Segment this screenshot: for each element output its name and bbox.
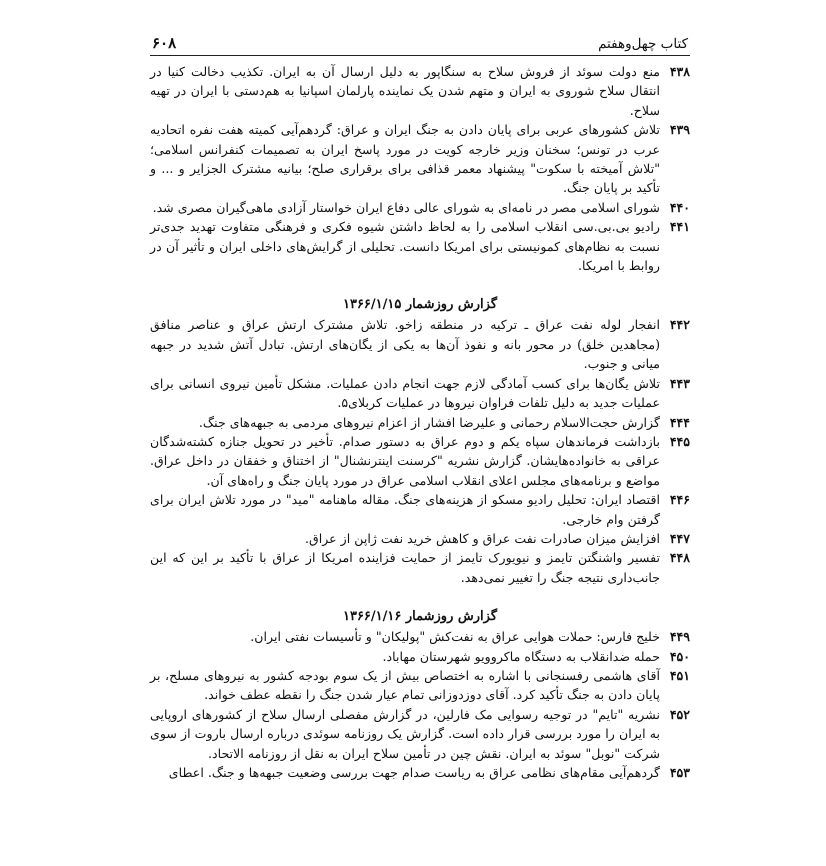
entry-number: ۴۴۵ (669, 433, 690, 449)
entry-item (150, 374, 690, 413)
entry-item (150, 120, 690, 198)
entry-text: تلاش یگان‌ها برای کسب آمادگی لازم جهت انجام دادن عملیات. مشکل تأمین نیروی انسانی برای عملیات جدید به دلیل تلفات فراوان نیروها در عملیات کربلای۵. (150, 375, 660, 411)
entry-text: بازداشت فرماندهان سپاه یکم و دوم عراق به دستور صدام. تأخیر در تحویل جنازه کشته‌شدگان عراقی به خانواده‌هایشان. گزارش نشریه "کرسنت اینترنشنال" از اختناق و خفقان در داخل عراق. مواضع و برنامه‌های مجلس اعلای انقلاب اسلامی عراق در مورد پایان جنگ و راه‌های آن. (150, 433, 661, 488)
entry-number: ۴۴۹ (669, 629, 690, 645)
entry-number: ۴۳۸ (669, 64, 690, 79)
document-body (150, 62, 690, 782)
report-heading: گزارش روزشمار ۱۳۶۶/۱/۱۶ (342, 609, 498, 625)
entry-number: ۴۴۸ (669, 550, 690, 566)
entry-item (150, 315, 690, 373)
entry-text: منع دولت سوئد از فروش سلاح به سنگاپور به دلیل ارسال آن به ایران. تکذیب دخالت کنیا در انتقال سلاح شوروی به ایران و متهم شدن یک نماینده پارلمان اسپانیا به هم‌دستی با ایران در تهیه سلاح. (150, 64, 660, 118)
entry-number: ۴۵۱ (669, 667, 690, 683)
entry-number: ۴۴۴ (669, 414, 690, 430)
entry-text: رادیو بی.بی.سی انقلاب اسلامی را به لحاظ داشتن شیوه فکری و فرهنگی متفاوت تهدید جدی‌تر نسبت به نظام‌های کمونیستی برای امریکا دانست. تحلیلی از گرایش‌های داخلی ایران و تأثیر آن در روابط با امریکا. (150, 219, 660, 274)
entry-item (150, 666, 690, 705)
entry-item (150, 548, 690, 587)
entry-number: ۴۴۳ (669, 375, 690, 391)
entry-text: خلیج فارس: حملات هوایی عراق به نفت‌کش "پولیکان" و تأسیسات نفتی ایران. (250, 629, 660, 645)
entry-item (150, 432, 690, 490)
entry-item (150, 705, 690, 763)
entry-number: ۴۴۷ (669, 530, 690, 546)
entry-number: ۴۵۲ (669, 706, 690, 722)
entry-number: ۴۵۰ (669, 648, 690, 664)
entry-text: آقای هاشمی رفسنجانی با اشاره به اختصاص بیش از یک سوم بودجه کشور به نیروهای مسلح، بر پایان دادن به جنگ تأکید کرد. آقای دوزدوزانی تمام عیار شدن جنگ را نقطه عطف خواند. (150, 667, 660, 703)
entry-item (150, 763, 690, 782)
running-header (150, 30, 690, 56)
entry-number: ۴۴۶ (669, 492, 690, 508)
entry-text: حمله ضدانقلاب به دستگاه ماکروویو شهرستان مهاباد. (382, 648, 660, 664)
entry-number: ۴۴۰ (669, 199, 690, 215)
document-page (150, 30, 690, 782)
entry-item (150, 198, 690, 217)
entry-text: اقتصاد ایران: تحلیل رادیو مسکو از هزینه‌های جنگ. مقاله ماهنامه "مید" در مورد تلاش ایران برای گرفتن وام خارجی. (150, 492, 660, 527)
report-section (150, 607, 690, 782)
report-section (150, 295, 690, 587)
entry-item (150, 529, 690, 548)
entry-item (150, 413, 690, 432)
entry-text: افزایش میزان صادرات نفت عراق و کاهش خرید نفت ژاپن از عراق. (304, 530, 660, 546)
entry-text: نشریه "تایم" در توجیه رسوایی مک فارلین، در گزارش مفصلی ارسال سلاح از کشورهای اروپایی به ایران را مورد بررسی قرار داده است. گزارش یک روزنامه سوئدی درباره ارسال باروت از سوی شرکت "نوبل" سوئد به ایران. نقش چین در تأمین سلاح ایران به نقل از روزنامه الاتحاد. (150, 706, 660, 761)
entry-number: ۴۴۲ (669, 317, 690, 333)
entry-text: گردهم‌آیی مقام‌های نظامی عراق به ریاست صدام جهت بررسی وضعیت جبهه‌ها و جنگ. اعطای (168, 765, 660, 780)
entry-text: انفجار لوله نفت عراق ـ ترکیه در منطقه زاخو. تلاش مشترک ارتش عراق و عناصر منافق (مجاهدین خلق) در محور بانه و نفوذ آن‌ها به یکی از یگان‌های ارتش. تبادل آتش شدید در جبهه میانی و جنوب. (150, 317, 660, 372)
entry-number: ۴۵۳ (669, 765, 690, 780)
entry-text: تلاش کشورهای عربی برای پایان دادن به جنگ ایران و عراق: گردهم‌آیی کمیته هفت نفره اتحادیه عرب در تونس؛ سخنان وزیر خارجه کویت در مورد پاسخ ایران به تصمیمات کنفرانس اسلامی؛ "تلاش آمیخته با سکوت" پیشنهاد معمر قذافی برای برقراری صلح؛ بیانیه مشترک الجزایر و ... و تأکید بر پایان جنگ. (150, 122, 660, 196)
book-title: کتاب چهل‌وهفتم (598, 36, 688, 52)
entry-number: ۴۳۹ (669, 122, 690, 138)
report-heading: گزارش روزشمار ۱۳۶۶/۱/۱۵ (342, 297, 498, 313)
entry-item (150, 490, 690, 529)
entry-item (150, 217, 690, 275)
entry-item (150, 627, 690, 646)
entry-text: تفسیر واشنگتن تایمز و نیویورک تایمز از حمایت فزاینده امریکا از عراق با تأکید بر این که این جانب‌داری نتیجه جنگ را تغییر نمی‌دهد. (150, 550, 660, 585)
report-section (150, 62, 690, 275)
page-number: ۶۰۸ (152, 34, 177, 52)
entry-number: ۴۴۱ (669, 219, 690, 235)
entry-text: گزارش حجت‌الاسلام رحمانی و علیرضا افشار از اعزام نیروهای مردمی به جبهه‌های جنگ. (198, 414, 660, 430)
entry-text: شورای اسلامی مصر در نامه‌ای به شورای عالی دفاع ایران خواستار آزادی ماهی‌گیران مصری شد. (152, 199, 660, 215)
entry-item (150, 647, 690, 666)
entry-item (150, 62, 690, 120)
